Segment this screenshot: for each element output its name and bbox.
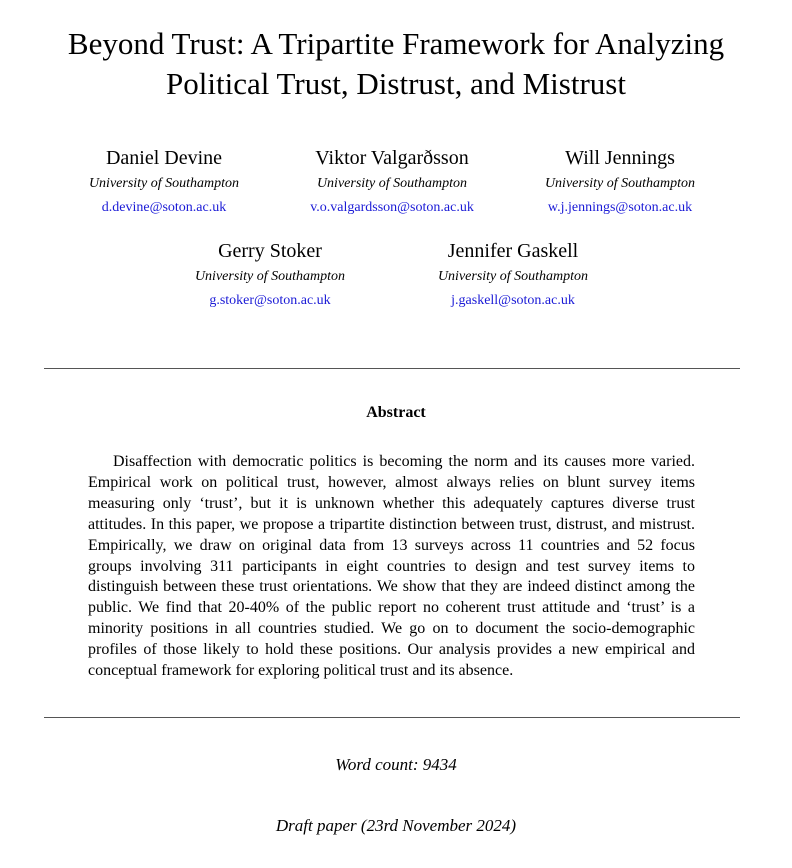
author-affiliation: University of Southampton — [194, 269, 346, 284]
draft-note: Draft paper (23rd November 2024) — [275, 816, 517, 835]
abstract-heading: Abstract — [366, 404, 426, 421]
author-affiliation: University of Southampton — [88, 176, 240, 191]
abstract-text: Disaffection with democratic politics is becoming the norm and its causes more varied. Empirical work on political trust, however, almost always relies on blunt survey items measuring only ‘trust’, but it is unknown whether this adequately captures diverse trust attitudes. In this paper, we propose a tripartite distinction between trust, distrust, and mistrust. Empirically, we draw on original data from 13 surveys across 11 countries and 52 focus groups involving 311 participants in eight countries to design and test survey items to distinguish between these trust orientations. We show that they are indeed distinct among the public. We find that 20-40% of the public report no coherent trust attitude and ‘trust’ is a minority positions in all countries studied. We go on to document the socio-demographic profiles of those likely to hold these positions. Our analysis provides a new empirical and conceptual framework for exploring political trust and its absence. — [88, 453, 695, 680]
title-line-2: Political Trust, Distrust, and Mistrust — [166, 66, 626, 101]
author-name: Jennifer Gaskell — [447, 240, 579, 262]
author-name: Daniel Devine — [105, 147, 223, 169]
author-affiliation: University of Southampton — [437, 269, 589, 284]
top-divider — [44, 368, 740, 369]
bottom-divider — [44, 717, 740, 718]
author-email-link[interactable]: w.j.jennings@soton.ac.uk — [547, 200, 693, 215]
author-block — [150, 239, 390, 310]
title-line-1: Beyond Trust: A Tripartite Framework for Analyzing — [67, 26, 725, 61]
author-block — [500, 146, 740, 217]
author-block — [272, 146, 512, 217]
author-name: Viktor Valgarðsson — [315, 147, 469, 169]
author-email-link[interactable]: j.gaskell@soton.ac.uk — [451, 293, 575, 308]
author-email-link[interactable]: g.stoker@soton.ac.uk — [209, 293, 331, 308]
author-affiliation: University of Southampton — [316, 176, 468, 191]
author-block — [393, 239, 633, 310]
author-name: Gerry Stoker — [218, 240, 322, 262]
author-block — [44, 146, 284, 217]
author-name: Will Jennings — [565, 147, 675, 169]
author-affiliation: University of Southampton — [544, 176, 696, 191]
author-email-link[interactable]: d.devine@soton.ac.uk — [101, 200, 227, 215]
paper-title — [0, 24, 792, 104]
author-email-link[interactable]: v.o.valgardsson@soton.ac.uk — [310, 200, 474, 215]
word-count: Word count: 9434 — [335, 755, 457, 774]
